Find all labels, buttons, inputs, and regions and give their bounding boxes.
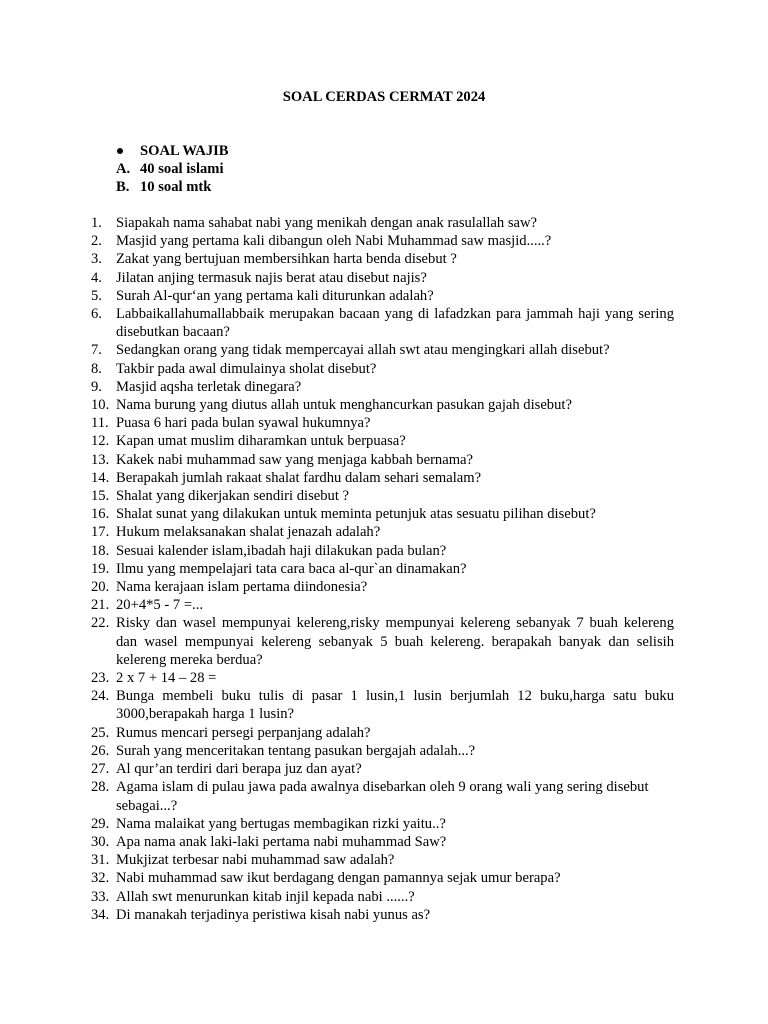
question-item: [0, 505, 674, 523]
document-title: SOAL CERDAS CERMAT 2024: [282, 89, 486, 105]
question-item: [0, 341, 674, 359]
question-item: [0, 815, 674, 833]
question-number: 11.: [91, 415, 109, 432]
question-item: [0, 287, 674, 305]
question-text: Sedangkan orang yang tidak mempercayai allah swt atau mengingkari allah disebut?: [116, 342, 610, 359]
header-item-text: 40 soal islami: [140, 161, 224, 177]
question-number: 28.: [91, 779, 110, 796]
question-text: Jilatan anjing termasuk najis berat atau disebut najis?: [116, 269, 427, 286]
bullet-icon: [117, 148, 123, 154]
question-text: Labbaikallahumallabbaik merupakan bacaan yang di lafadzkan para jammah haji yang sering disebutkan bacaan?: [116, 306, 674, 341]
question-text: Takbir pada awal dimulainya sholat disebut?: [116, 360, 377, 377]
question-number: 17.: [91, 524, 110, 541]
question-text: Surah yang menceritakan tentang pasukan bergajah adalah...?: [116, 742, 476, 759]
question-number: 5.: [91, 287, 102, 304]
question-number: 29.: [91, 815, 110, 832]
question-item: [0, 596, 674, 614]
question-number: 34.: [91, 906, 110, 923]
question-number: 14.: [91, 469, 110, 486]
question-item: [0, 906, 674, 924]
question-number: 20.: [91, 579, 110, 596]
question-text: Apa nama anak laki-laki pertama nabi muhammad Saw?: [116, 833, 447, 850]
question-number: 25.: [91, 724, 110, 741]
question-text: Risky dan wasel mempunyai kelereng,risky mempunyai kelereng sebanyak 7 buah kelereng dan wasel mempunyai kelereng sebanyak 5 buah kelereng. berapakah banyak dan selisih kelereng mereka berdua?: [116, 615, 674, 668]
question-number: 32.: [91, 870, 110, 887]
question-item: [0, 687, 674, 723]
question-text: Berapakah jumlah rakaat shalat fardhu dalam sehari semalam?: [116, 469, 482, 486]
question-item: [0, 250, 674, 268]
question-text: Ilmu yang mempelajari tata cara baca al-qur`an dinamakan?: [116, 560, 467, 577]
question-item: [0, 724, 674, 742]
question-number: 27.: [91, 761, 110, 778]
question-number: 9.: [91, 378, 102, 395]
question-item: [0, 360, 674, 378]
question-text: Bunga membeli buku tulis di pasar 1 lusin,1 lusin berjumlah 12 buku,harga satu buku 3000,berapakah harga 1 lusin?: [116, 688, 674, 723]
header-item-text: 10 soal mtk: [140, 179, 212, 195]
question-item: [0, 888, 674, 906]
question-item: [0, 578, 674, 596]
question-number: 19.: [91, 560, 110, 577]
question-item: [0, 542, 674, 560]
question-number: 30.: [91, 833, 110, 850]
bullet-item-text: SOAL WAJIB: [140, 143, 229, 159]
question-text: Masjid yang pertama kali dibangun oleh Nabi Muhammad saw masjid.....?: [116, 233, 552, 250]
question-item: [0, 451, 674, 469]
question-text: Mukjizat terbesar nabi muhammad saw adalah?: [116, 852, 395, 869]
question-number: 8.: [91, 360, 102, 377]
question-text: Kakek nabi muhammad saw yang menjaga kabbah bernama?: [116, 451, 474, 468]
question-item: [0, 742, 674, 760]
question-number: 6.: [91, 306, 102, 323]
question-text: Al qur’an terdiri dari berapa juz dan ayat?: [116, 761, 362, 778]
question-item: [0, 414, 674, 432]
question-item: [0, 378, 674, 396]
question-item: [0, 305, 674, 341]
header-item-marker: A.: [116, 161, 131, 177]
question-text: Kapan umat muslim diharamkan untuk berpuasa?: [116, 433, 406, 450]
question-list: [0, 214, 768, 924]
question-text: Nama kerajaan islam pertama diindonesia?: [116, 579, 368, 596]
question-text: 2 x 7 + 14 – 28 =: [116, 670, 217, 687]
question-text: Hukum melaksanakan shalat jenazah adalah?: [116, 524, 381, 541]
question-number: 15.: [91, 488, 110, 505]
question-text: Rumus mencari persegi perpanjang adalah?: [116, 724, 371, 741]
question-number: 4.: [91, 269, 102, 286]
question-text: Shalat yang dikerjakan sendiri disebut ?: [116, 488, 350, 505]
question-text: Puasa 6 hari pada bulan syawal hukumnya?: [116, 415, 371, 432]
question-number: 7.: [91, 342, 102, 359]
question-text: Nama malaikat yang bertugas membagikan rizki yaitu..?: [116, 815, 446, 832]
question-number: 10.: [91, 397, 110, 414]
question-number: 22.: [91, 615, 110, 632]
question-item: [0, 669, 674, 687]
question-text: Nama burung yang diutus allah untuk menghancurkan pasukan gajah disebut?: [116, 397, 572, 414]
question-text: Zakat yang bertujuan membersihkan harta benda disebut ?: [116, 251, 457, 268]
question-number: 24.: [91, 688, 110, 705]
question-text: Surah Al-qur‘an yang pertama kali diturunkan adalah?: [116, 287, 434, 304]
question-item: [0, 214, 674, 232]
question-number: 26.: [91, 742, 110, 759]
question-item: [0, 432, 674, 450]
question-item: [0, 232, 674, 250]
question-item: [0, 760, 674, 778]
question-number: 33.: [91, 888, 110, 905]
question-text: Masjid aqsha terletak dinegara?: [116, 378, 302, 395]
question-text: Di manakah terjadinya peristiwa kisah nabi yunus as?: [116, 906, 431, 923]
question-text: 20+4*5 - 7 =...: [116, 597, 203, 614]
question-number: 31.: [91, 852, 110, 869]
question-item: [0, 469, 674, 487]
question-item: [0, 869, 674, 887]
question-item: [0, 487, 674, 505]
question-number: 2.: [91, 233, 102, 250]
question-number: 3.: [91, 251, 102, 268]
question-number: 16.: [91, 506, 110, 523]
question-text: Allah swt menurunkan kitab injil kepada nabi ......?: [116, 888, 415, 905]
question-text: Sesuai kalender islam,ibadah haji dilakukan pada bulan?: [116, 542, 447, 559]
question-text: Agama islam di pulau jawa pada awalnya disebarkan oleh 9 orang wali yang sering disebut sebagai...?: [116, 779, 649, 814]
question-item: [0, 523, 674, 541]
question-number: 21.: [91, 597, 110, 614]
question-number: 12.: [91, 433, 110, 450]
question-number: 1.: [91, 215, 102, 231]
question-text: Siapakah nama sahabat nabi yang menikah dengan anak rasulallah saw?: [116, 215, 538, 231]
question-item: [0, 396, 674, 414]
question-number: 13.: [91, 451, 110, 468]
question-item: [0, 833, 674, 851]
question-item: [0, 851, 674, 869]
question-item: [0, 778, 674, 814]
question-number: 18.: [91, 542, 110, 559]
header-item-marker: B.: [116, 179, 130, 195]
question-text: Nabi muhammad saw ikut berdagang dengan pamannya sejak umur berapa?: [116, 870, 561, 887]
question-text: Shalat sunat yang dilakukan untuk meminta petunjuk atas sesuatu pilihan disebut?: [116, 506, 596, 523]
question-number: 23.: [91, 670, 110, 687]
question-item: [0, 614, 674, 669]
question-item: [0, 560, 674, 578]
question-item: [0, 269, 674, 287]
